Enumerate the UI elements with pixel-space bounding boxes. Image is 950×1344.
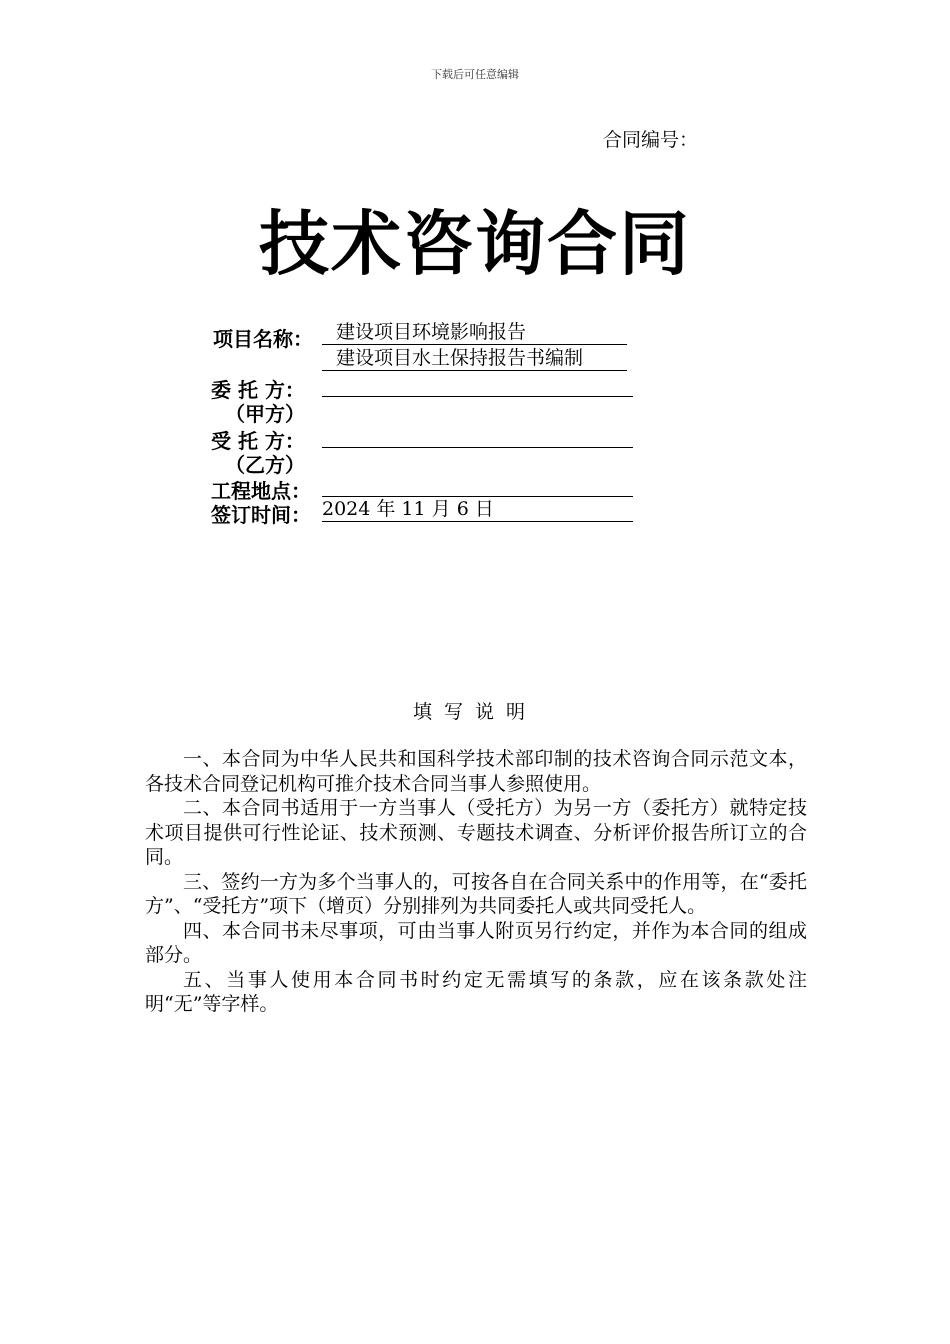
instructions-title: 填写说明 — [412, 701, 537, 723]
project-name-value-1: 建设项目环境影响报告 — [336, 321, 527, 343]
instruction-paragraph: 五、当事人使用本合同书时约定无需填写的条款，应在该条款处注明“无”等字样。 — [145, 968, 807, 1015]
header-note: 下载后可任意编辑 — [431, 68, 519, 81]
client-sub-label: （甲方） — [225, 402, 305, 426]
sign-date-field[interactable] — [322, 497, 633, 522]
page-title: 技术咨询合同 — [259, 203, 691, 285]
instruction-paragraph: 二、本合同书适用于一方当事人（受托方）为另一方（委托方）就特定技术项目提供可行性论证、技术预测、专题技术调查、分析评价报告所订立的合同。 — [145, 797, 807, 868]
instruction-paragraph: 一、本合同为中华人民共和国科学技术部印制的技术咨询合同示范文本，各技术合同登记机构可推介技术合同当事人参照使用。 — [145, 748, 807, 795]
project-name-line2 — [322, 346, 627, 371]
location-field[interactable] — [322, 472, 633, 497]
contract-number-label: 合同编号： — [603, 129, 699, 151]
project-name-line1 — [322, 320, 627, 345]
instructions-body — [145, 747, 807, 1017]
client-label: 委 托 方： — [211, 378, 305, 402]
project-name-value-2: 建设项目水土保持报告书编制 — [336, 347, 584, 369]
location-label: 工程地点： — [211, 479, 311, 503]
project-name-label: 项目名称： — [213, 327, 313, 351]
client-field[interactable] — [322, 372, 633, 397]
instruction-paragraph: 四、本合同书未尽事项，可由当事人附页另行约定，并作为本合同的组成部分。 — [145, 919, 807, 966]
sign-date-label: 签订时间： — [211, 503, 311, 527]
instruction-paragraph: 三、签约一方为多个当事人的，可按各自在合同关系中的作用等，在“委托方”、“受托方”项下（增页）分别排列为共同委托人或共同受托人。 — [145, 870, 807, 917]
contractor-sub-label: （乙方） — [225, 453, 305, 477]
contractor-field[interactable] — [322, 423, 633, 448]
contractor-label: 受 托 方： — [211, 429, 305, 453]
sign-date-value: 2024 年 11 月 6 日 — [322, 498, 494, 520]
